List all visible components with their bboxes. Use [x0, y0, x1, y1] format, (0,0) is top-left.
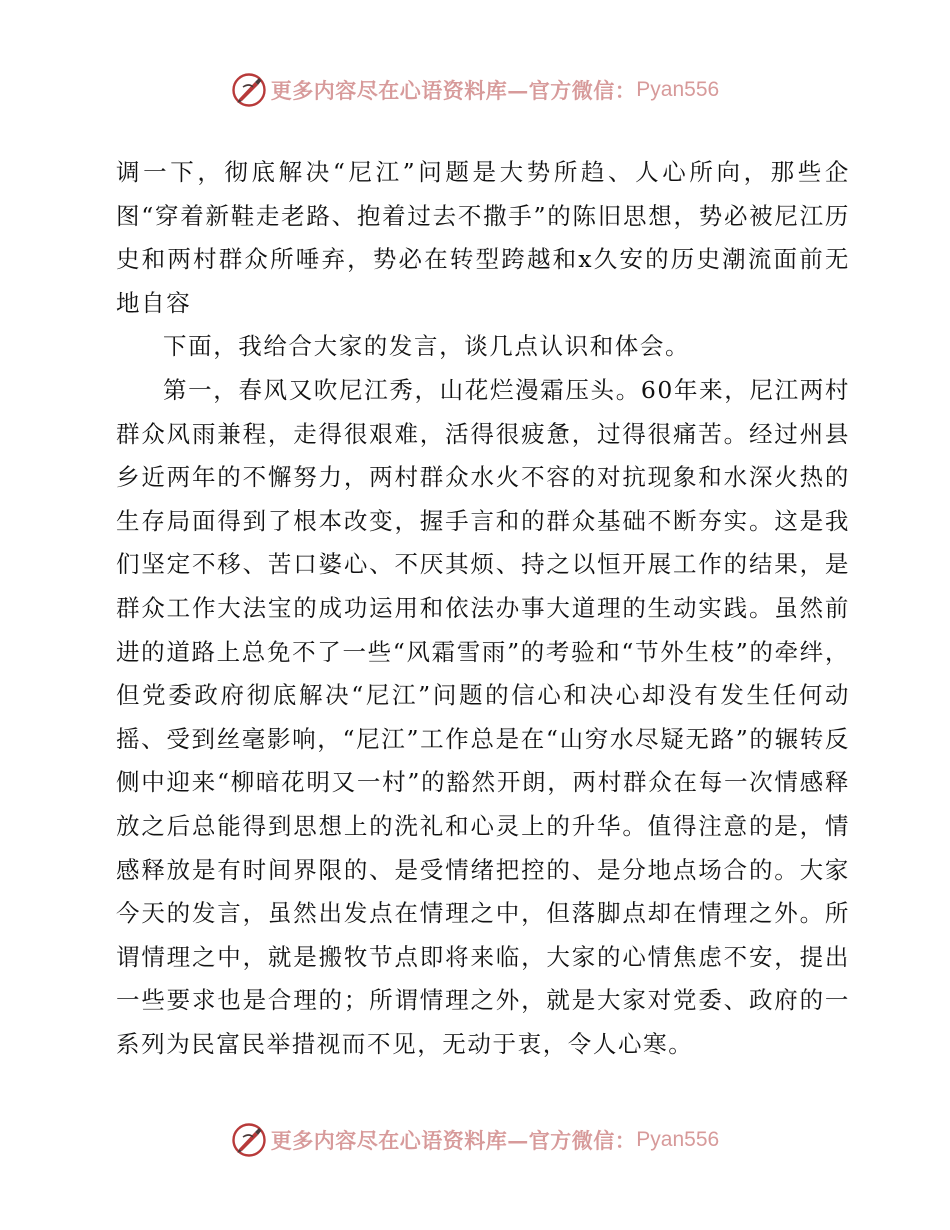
paragraph-intro: 下面，我给合大家的发言，谈几点认识和体会。: [163, 332, 691, 361]
header-banner-text: 更多内容尽在心语资料库—官方微信：: [270, 78, 637, 103]
footer-banner: [0, 1120, 950, 1160]
footer-banner-text: 更多内容尽在心语资料库—官方微信：: [270, 1128, 637, 1153]
footer-banner-wechat-id: Pyan556: [636, 1128, 720, 1151]
document-body: [116, 151, 850, 1066]
logo-icon: [231, 1122, 267, 1158]
header-banner-wechat-id: Pyan556: [636, 78, 720, 101]
header-banner: [0, 70, 950, 110]
paragraph-continuation: 调一下，彻底解决“尼江”问题是大势所趋、人心所向，那些企图“穿着新鞋走老路、抱着过去不撒手”的陈旧思想，势必被尼江历史和两村群众所唾弃，势必在转型跨越和x久安的历史潮流面前无地自容: [116, 158, 850, 317]
logo-icon: [231, 72, 267, 108]
paragraph-first-point: 第一，春风又吹尼江秀，山花烂漫霜压头。60年来，尼江两村群众风雨兼程，走得很艰难，活得很疲惫，过得很痛苦。经过州县乡近两年的不懈努力，两村群众水火不容的对抗现象和水深火热的生存局面得到了根本改变，握手言和的群众基础不断夯实。这是我们坚定不移、苦口婆心、不厌其烦、持之以恒开展工作的结果，是群众工作大法宝的成功运用和依法办事大道理的生动实践。虽然前进的道路上总免不了一些“风霜雪雨”的考验和“节外生枝”的牵绊，但党委政府彻底解决“尼江”问题的信心和决心却没有发生任何动摇、受到丝毫影响，“尼江”工作总是在“山穷水尽疑无路”的辗转反侧中迎来“柳暗花明又一村”的豁然开朗，两村群众在每一次情感释放之后总能得到思想上的洗礼和心灵上的升华。值得注意的是，情感释放是有时间界限的、是受情绪把控的、是分地点场合的。大家今天的发言，虽然出发点在情理之中，但落脚点却在情理之外。所谓情理之中，就是搬牧节点即将来临，大家的心情焦虑不安，提出一些要求也是合理的；所谓情理之外，就是大家对党委、政府的一系列为民富民举措视而不见，无动于衷，令人心寒。: [116, 375, 850, 1058]
